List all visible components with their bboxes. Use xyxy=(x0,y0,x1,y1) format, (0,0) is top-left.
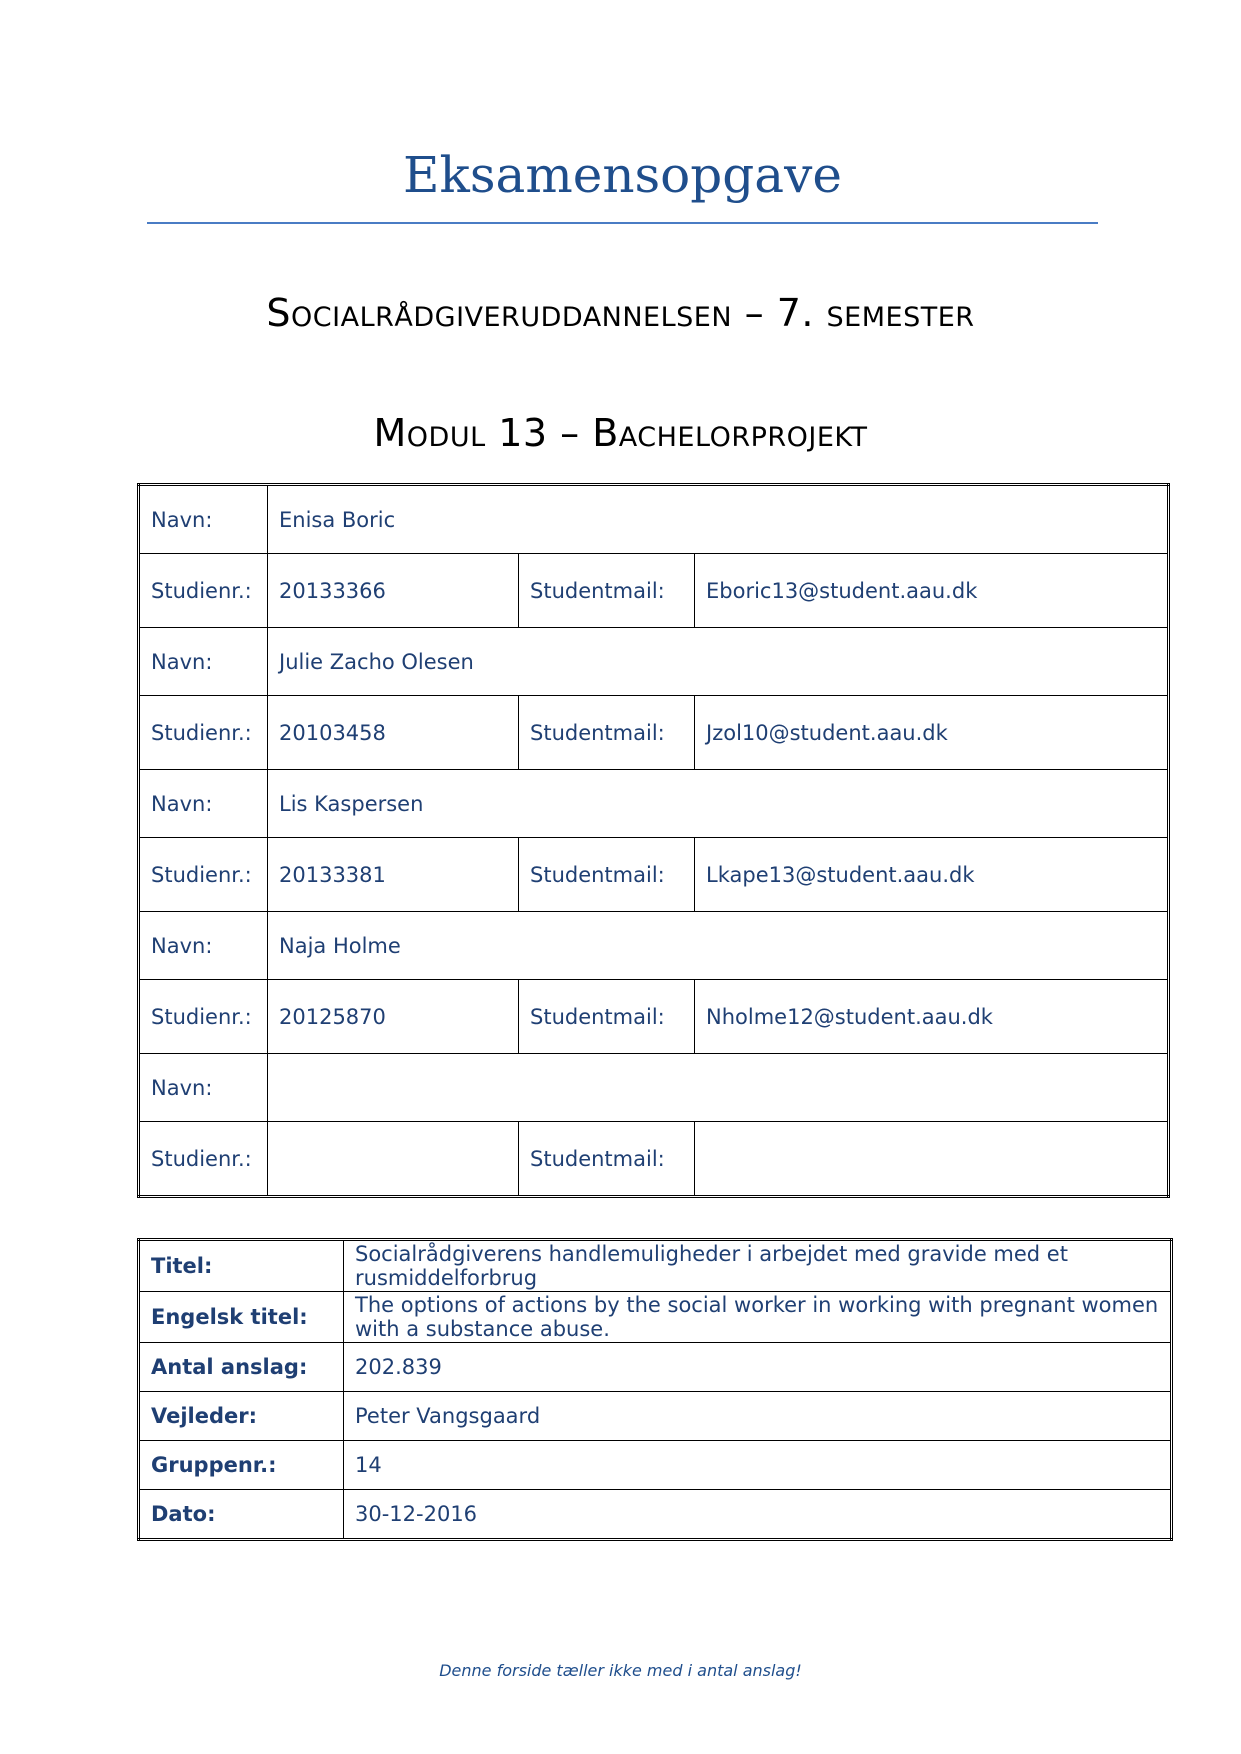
students-table xyxy=(137,483,1170,1198)
supervisor-value: Peter Vangsgaard xyxy=(344,1392,1172,1441)
student-no: 20125870 xyxy=(268,980,519,1054)
page-title: Eksamensopgave xyxy=(403,146,842,204)
title-row xyxy=(139,1240,1172,1292)
student-no-label: Studienr.: xyxy=(139,838,268,912)
name-label: Navn: xyxy=(139,770,268,838)
name-label: Navn: xyxy=(139,1054,268,1122)
student-no: 20133366 xyxy=(268,554,519,628)
student-no-label: Studienr.: xyxy=(139,980,268,1054)
student-mail: Lkape13@student.aau.dk xyxy=(695,838,1169,912)
student-mail-label: Studentmail: xyxy=(519,838,695,912)
program-subtitle: Socialrådgiveruddannelsen – 7. semester xyxy=(266,291,975,335)
english-title-row xyxy=(139,1292,1172,1343)
title-value: Socialrådgiverens handlemuligheder i arbejdet med gravide med et rusmiddelforbrug xyxy=(344,1240,1172,1292)
student-mail: Eboric13@student.aau.dk xyxy=(695,554,1169,628)
title-divider xyxy=(147,222,1098,224)
student-mail: Nholme12@student.aau.dk xyxy=(695,980,1169,1054)
student-mail xyxy=(695,1122,1169,1197)
student-no-label: Studienr.: xyxy=(139,554,268,628)
student-no xyxy=(268,1122,519,1197)
student-mail-label: Studentmail: xyxy=(519,1122,695,1197)
student-name xyxy=(268,1054,1169,1122)
student-mail: Jzol10@student.aau.dk xyxy=(695,696,1169,770)
student-name-row xyxy=(139,912,1169,980)
student-id-row xyxy=(139,838,1169,912)
student-name-row xyxy=(139,485,1169,554)
supervisor-label: Vejleder: xyxy=(139,1392,344,1441)
date-value: 30-12-2016 xyxy=(344,1490,1172,1540)
student-id-row xyxy=(139,696,1169,770)
english-title-value: The options of actions by the social worker in working with pregnant women with a substance abuse. xyxy=(344,1292,1172,1343)
english-title-label: Engelsk titel: xyxy=(139,1292,344,1343)
student-no-label: Studienr.: xyxy=(139,1122,268,1197)
footer-note: Denne forside tæller ikke med i antal anslag! xyxy=(439,1661,802,1680)
student-id-row xyxy=(139,980,1169,1054)
student-name-row xyxy=(139,628,1169,696)
supervisor-row xyxy=(139,1392,1172,1441)
title-label: Titel: xyxy=(139,1240,344,1292)
student-name: Julie Zacho Olesen xyxy=(268,628,1169,696)
student-name-row xyxy=(139,770,1169,838)
student-id-row xyxy=(139,554,1169,628)
group-label: Gruppenr.: xyxy=(139,1441,344,1490)
module-subtitle: Modul 13 – Bachelorprojekt xyxy=(373,411,868,455)
name-label: Navn: xyxy=(139,628,268,696)
group-row xyxy=(139,1441,1172,1490)
name-label: Navn: xyxy=(139,912,268,980)
group-value: 14 xyxy=(344,1441,1172,1490)
characters-row xyxy=(139,1343,1172,1392)
student-no: 20133381 xyxy=(268,838,519,912)
name-label: Navn: xyxy=(139,485,268,554)
characters-label: Antal anslag: xyxy=(139,1343,344,1392)
student-name-row xyxy=(139,1054,1169,1122)
student-name: Naja Holme xyxy=(268,912,1169,980)
student-name: Enisa Boric xyxy=(268,485,1169,554)
project-info-table xyxy=(137,1238,1173,1541)
characters-value: 202.839 xyxy=(344,1343,1172,1392)
student-no-label: Studienr.: xyxy=(139,696,268,770)
student-mail-label: Studentmail: xyxy=(519,696,695,770)
date-row xyxy=(139,1490,1172,1540)
student-id-row xyxy=(139,1122,1169,1197)
student-no: 20103458 xyxy=(268,696,519,770)
student-name: Lis Kaspersen xyxy=(268,770,1169,838)
student-mail-label: Studentmail: xyxy=(519,554,695,628)
student-mail-label: Studentmail: xyxy=(519,980,695,1054)
date-label: Dato: xyxy=(139,1490,344,1540)
